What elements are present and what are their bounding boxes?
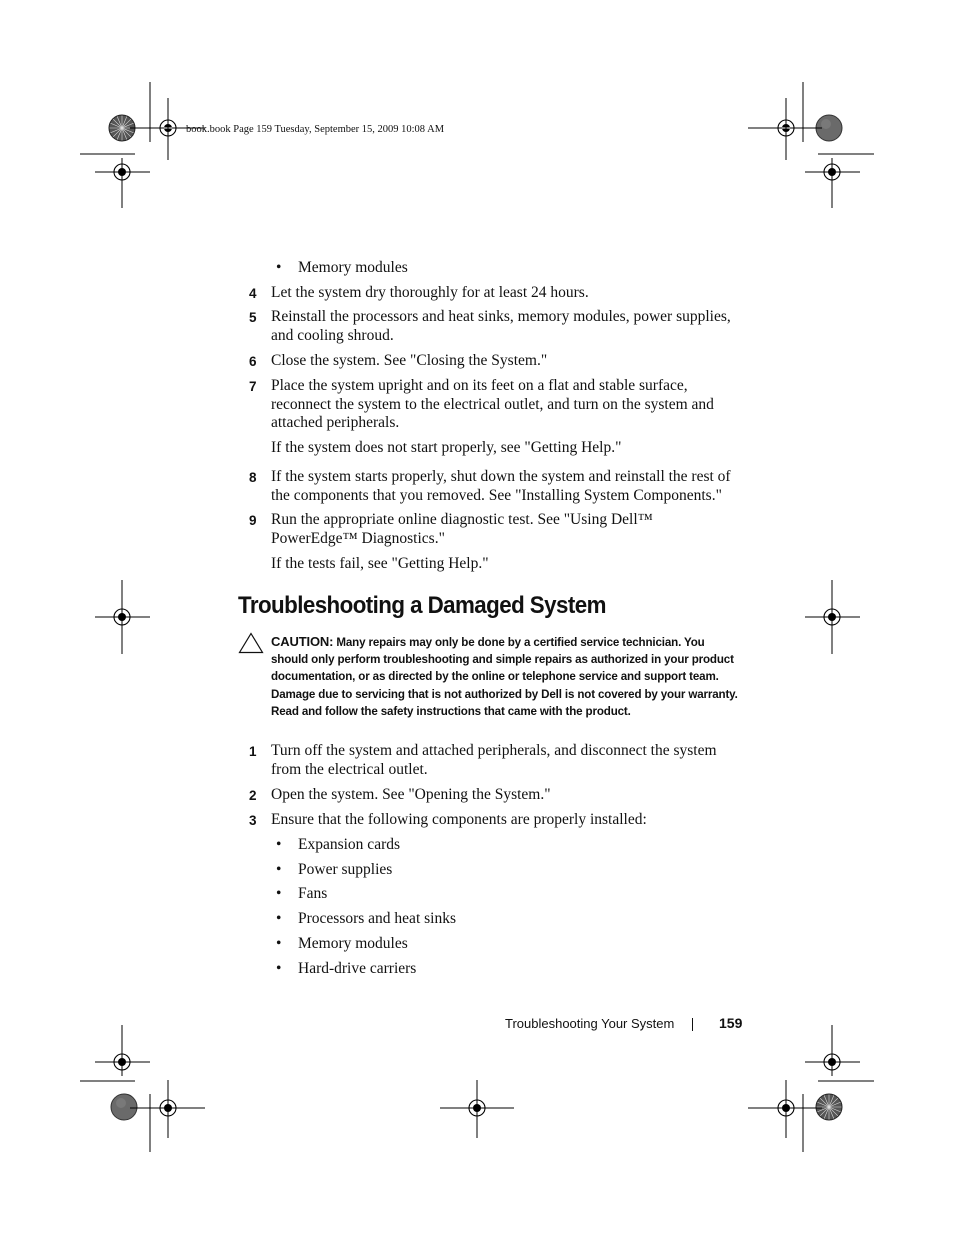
bullet-glyph: • [276, 885, 282, 902]
list-item: Hard-drive carriers [298, 960, 417, 977]
footer-divider [692, 1018, 693, 1031]
step-text: Close the system. See "Closing the System." [271, 352, 548, 369]
step-text: Ensure that the following components are properly installed: [271, 811, 647, 828]
step-number: 7 [249, 379, 257, 394]
caution-notice [271, 633, 741, 720]
step-text: Place the system upright and on its feet on a flat and stable surface, reconnect the system to the electrical outlet, and turn on the system and attached peripherals. [271, 377, 714, 432]
footer-section-name: Troubleshooting Your System [505, 1016, 675, 1031]
step-text: If the system starts properly, shut down the system and reinstall the rest of the components that you removed. See "Installing System Components." [271, 468, 731, 504]
step-number: 1 [249, 744, 257, 759]
caution-text: Many repairs may only be done by a certified service technician. You should only perform troubleshooting and simple repairs as authorized in your product documentation, or as directed by the online or telephone service and support team. Damage due to servicing that is not authorized by Dell is not covered by your warranty. Read and follow the safety instructions that came with the product. [271, 636, 738, 718]
step-text: Reinstall the processors and heat sinks, memory modules, power supplies, and cooling shroud. [271, 308, 731, 344]
step-text: Run the appropriate online diagnostic test. See "Using Dell™ PowerEdge™ Diagnostics." [271, 511, 653, 547]
step-number: 6 [249, 354, 257, 369]
list-item: Processors and heat sinks [298, 910, 456, 927]
bullet-glyph: • [276, 259, 282, 276]
step-text: Let the system dry thoroughly for at least 24 hours. [271, 284, 589, 301]
step-number: 2 [249, 788, 257, 803]
page-number: 159 [719, 1015, 743, 1031]
list-item: Fans [298, 885, 328, 902]
step-text: Open the system. See "Opening the System." [271, 786, 551, 803]
step-number: 4 [249, 286, 257, 301]
bullet-glyph: • [276, 935, 282, 952]
step-note: If the system does not start properly, see "Getting Help." [271, 439, 622, 456]
step-number: 3 [249, 813, 257, 828]
bullet-glyph: • [276, 960, 282, 977]
bullet-glyph: • [276, 861, 282, 878]
bullet-glyph: • [276, 910, 282, 927]
list-item: Expansion cards [298, 836, 401, 853]
step-number: 5 [249, 310, 257, 325]
bullet-glyph: • [276, 836, 282, 853]
caution-label: CAUTION: [271, 634, 334, 649]
step-note: If the tests fail, see "Getting Help." [271, 555, 489, 572]
step-number: 8 [249, 470, 257, 485]
section-heading: Troubleshooting a Damaged System [238, 592, 606, 619]
list-item: Power supplies [298, 861, 393, 878]
list-item: Memory modules [298, 259, 408, 276]
print-slug: book.book Page 159 Tuesday, September 15, 2009 10:08 AM [186, 124, 445, 135]
list-item: Memory modules [298, 935, 408, 952]
step-number: 9 [249, 513, 257, 528]
step-text: Turn off the system and attached peripherals, and disconnect the system from the electrical outlet. [271, 742, 717, 778]
caution-triangle-icon [238, 632, 264, 654]
